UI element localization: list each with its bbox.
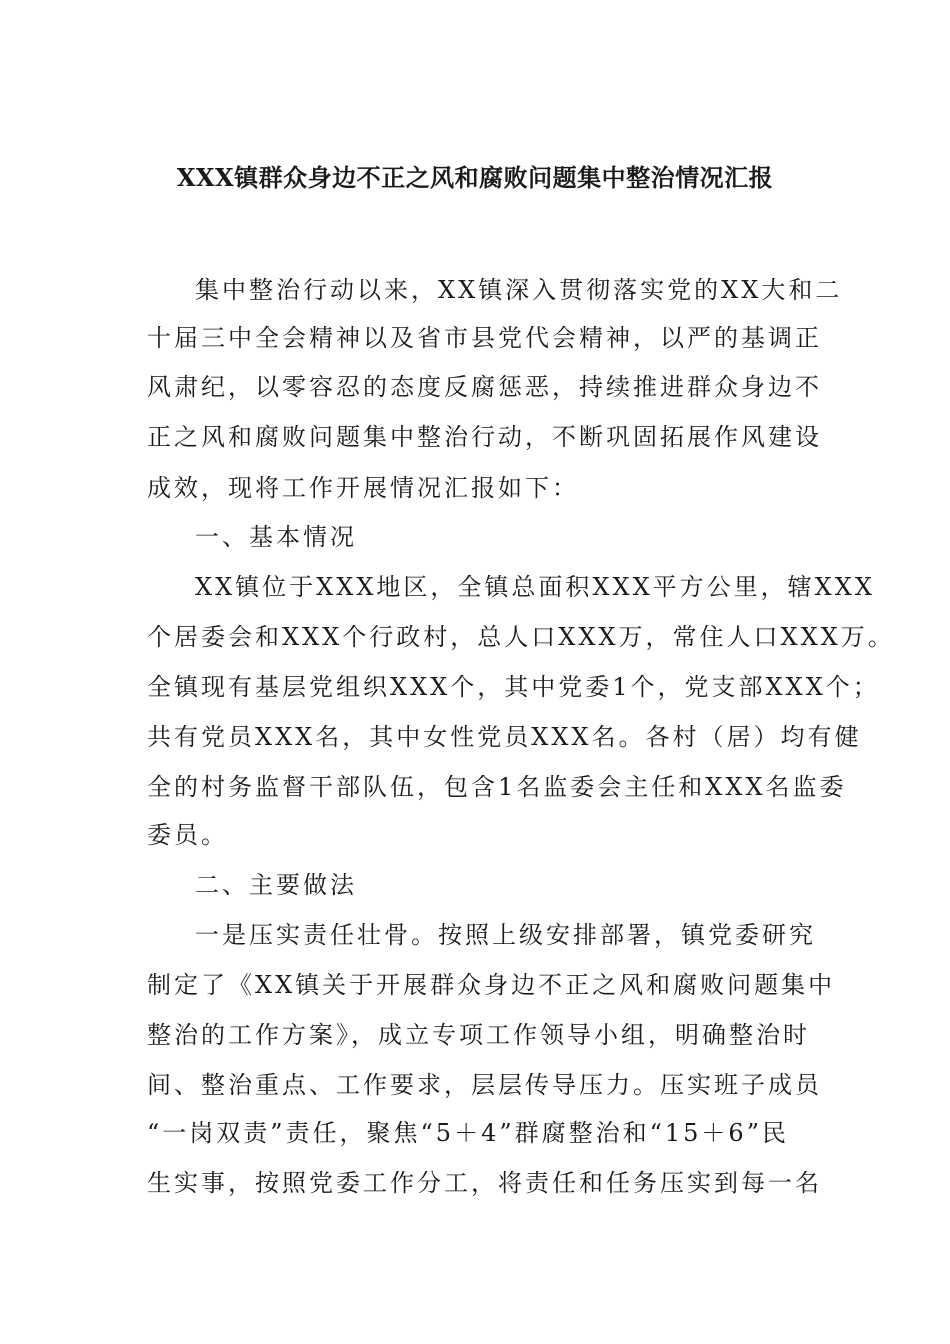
paragraph-line: 一是压实责任壮骨。按照上级安排部署，镇党委研究 bbox=[195, 921, 816, 949]
paragraph-line: 共有党员XXX名，其中女性党员XXX名。各村（居）均有健 bbox=[147, 723, 862, 751]
paragraph-line: 正之风和腐败问题集中整治行动，不断巩固拓展作风建设 bbox=[147, 423, 822, 451]
paragraph-line: 生实事，按照党委工作分工，将责任和任务压实到每一名 bbox=[147, 1169, 822, 1197]
section-heading-methods: 二、主要做法 bbox=[195, 871, 357, 899]
paragraph-line: 委员。 bbox=[147, 821, 228, 849]
paragraph-line: 制定了《XX镇关于开展群众身边不正之风和腐败问题集中 bbox=[147, 971, 836, 999]
document-title: XXX镇群众身边不正之风和腐败问题集中整治情况汇报 bbox=[176, 163, 774, 192]
paragraph-line: 个居委会和XXX个行政村，总人口XXX万，常住人口XXX万。 bbox=[147, 623, 895, 651]
paragraph-line: XX镇位于XXX地区，全镇总面积XXX平方公里，辖XXX bbox=[195, 573, 875, 601]
paragraph-line: 全镇现有基层党组织XXX个，其中党委1个，党支部XXX个； bbox=[147, 673, 880, 701]
paragraph-line: 十届三中全会精神以及省市县党代会精神，以严的基调正 bbox=[147, 324, 822, 352]
paragraph-line: 间、整治重点、工作要求，层层传导压力。压实班子成员 bbox=[147, 1071, 822, 1099]
paragraph-line: 风肃纪，以零容忍的态度反腐惩恶，持续推进群众身边不 bbox=[147, 373, 822, 401]
paragraph-line: 集中整治行动以来，XX镇深入贯彻落实党的XX大和二 bbox=[195, 276, 843, 304]
paragraph-line: 成效，现将工作开展情况汇报如下： bbox=[147, 474, 579, 502]
paragraph-line: “一岗双责”责任，聚焦“5＋4”群腐整治和“15＋6”民 bbox=[147, 1119, 789, 1147]
paragraph-line: 整治的工作方案》，成立专项工作领导小组，明确整治时 bbox=[147, 1021, 810, 1049]
paragraph-line: 全的村务监督干部队伍，包含1名监委会主任和XXX名监委 bbox=[147, 773, 847, 801]
section-heading-basic: 一、基本情况 bbox=[195, 523, 357, 551]
